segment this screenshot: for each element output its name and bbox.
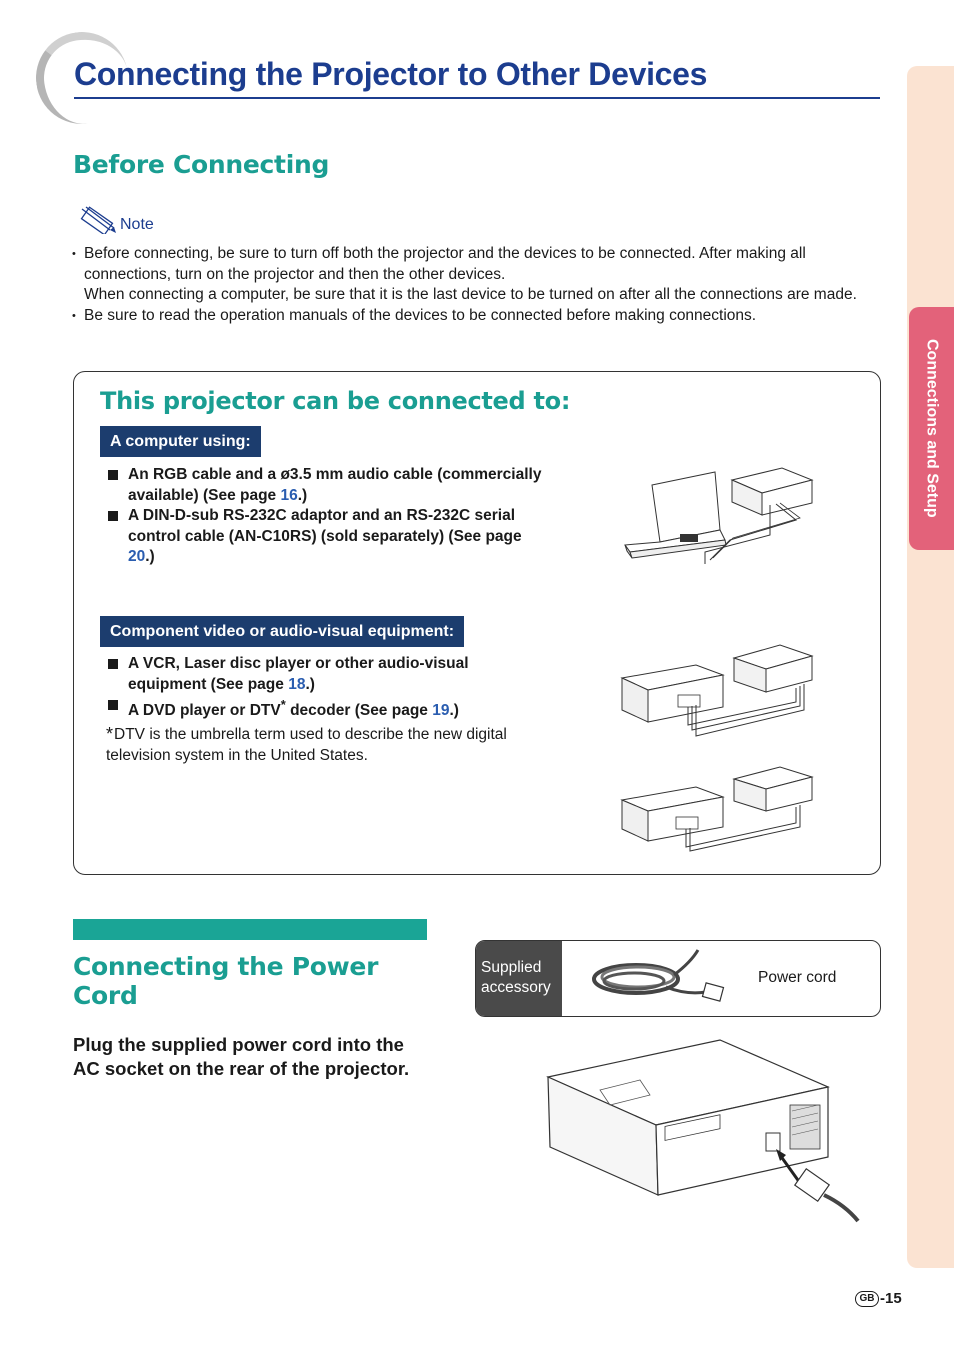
note-item: • Before connecting, be sure to turn off both the projector and the devices to be connected. After making all connections, turn on the projector and then the other devices. When connecting a computer, be sure that it is the last device to be turned on after all the connections are made. xyxy=(72,245,857,303)
power-cord-heading: Connecting the Power Cord xyxy=(73,952,379,1010)
list-item: A DVD player or DTV* decoder (See page 19.) xyxy=(108,695,518,722)
section-accent-bar xyxy=(73,919,427,940)
page-link[interactable]: 16 xyxy=(280,486,298,504)
note-list xyxy=(72,244,882,326)
list-item: An RGB cable and a ø3.5 mm audio cable (commercially available) (See page 16.) xyxy=(108,465,578,506)
note-label: Note xyxy=(120,216,154,233)
side-margin-band xyxy=(907,66,954,1268)
side-section-tab-label: Connections and Setup xyxy=(923,339,941,518)
page-link[interactable]: 20 xyxy=(128,548,146,565)
page-link[interactable]: 18 xyxy=(288,675,306,693)
av-equipment-label-bar: Component video or audio-visual equipment: xyxy=(100,616,464,647)
bullet: • xyxy=(72,248,76,260)
laptop-projector-illustration xyxy=(620,460,820,570)
connections-heading: This projector can be connected to: xyxy=(100,387,571,415)
power-cord-icon xyxy=(586,947,736,1011)
list-item: A VCR, Laser disc player or other audio-visual equipment (See page 18.) xyxy=(108,654,518,695)
page-title: Connecting the Projector to Other Devices xyxy=(74,56,880,99)
page-link[interactable]: 19 xyxy=(432,702,450,720)
list-item: A DIN-D-sub RS-232C adaptor and an RS-232C serial control cable (AN-C10RS) (sold separately) (See page 20.) xyxy=(108,506,528,568)
bullet: • xyxy=(72,309,76,322)
page-number: GB -15 xyxy=(855,1290,902,1307)
av-connection-list xyxy=(108,654,518,722)
dvd-projector-illustration xyxy=(618,765,818,855)
note-header xyxy=(80,206,154,234)
before-connecting-heading: Before Connecting xyxy=(73,150,330,179)
projector-rear-illustration xyxy=(540,1035,870,1230)
dtv-footnote: *DTV is the umbrella term used to describe the new digital television system in the United States. xyxy=(106,724,507,764)
vcr-projector-illustration xyxy=(618,640,818,745)
supplied-accessory-label: Supplied accessory xyxy=(476,941,562,1016)
note-item: • Be sure to read the operation manuals of the devices to be connected before making connections. xyxy=(72,306,882,327)
computer-label-bar: A computer using: xyxy=(100,426,261,457)
pencil-note-icon xyxy=(80,206,118,234)
power-cord-description: Plug the supplied power cord into the AC socket on the rear of the projector. xyxy=(73,1034,410,1079)
region-badge: GB xyxy=(855,1291,879,1307)
power-cord-label: Power cord xyxy=(758,969,837,986)
computer-connection-list xyxy=(108,465,578,568)
supplied-accessory-box xyxy=(475,940,881,1017)
